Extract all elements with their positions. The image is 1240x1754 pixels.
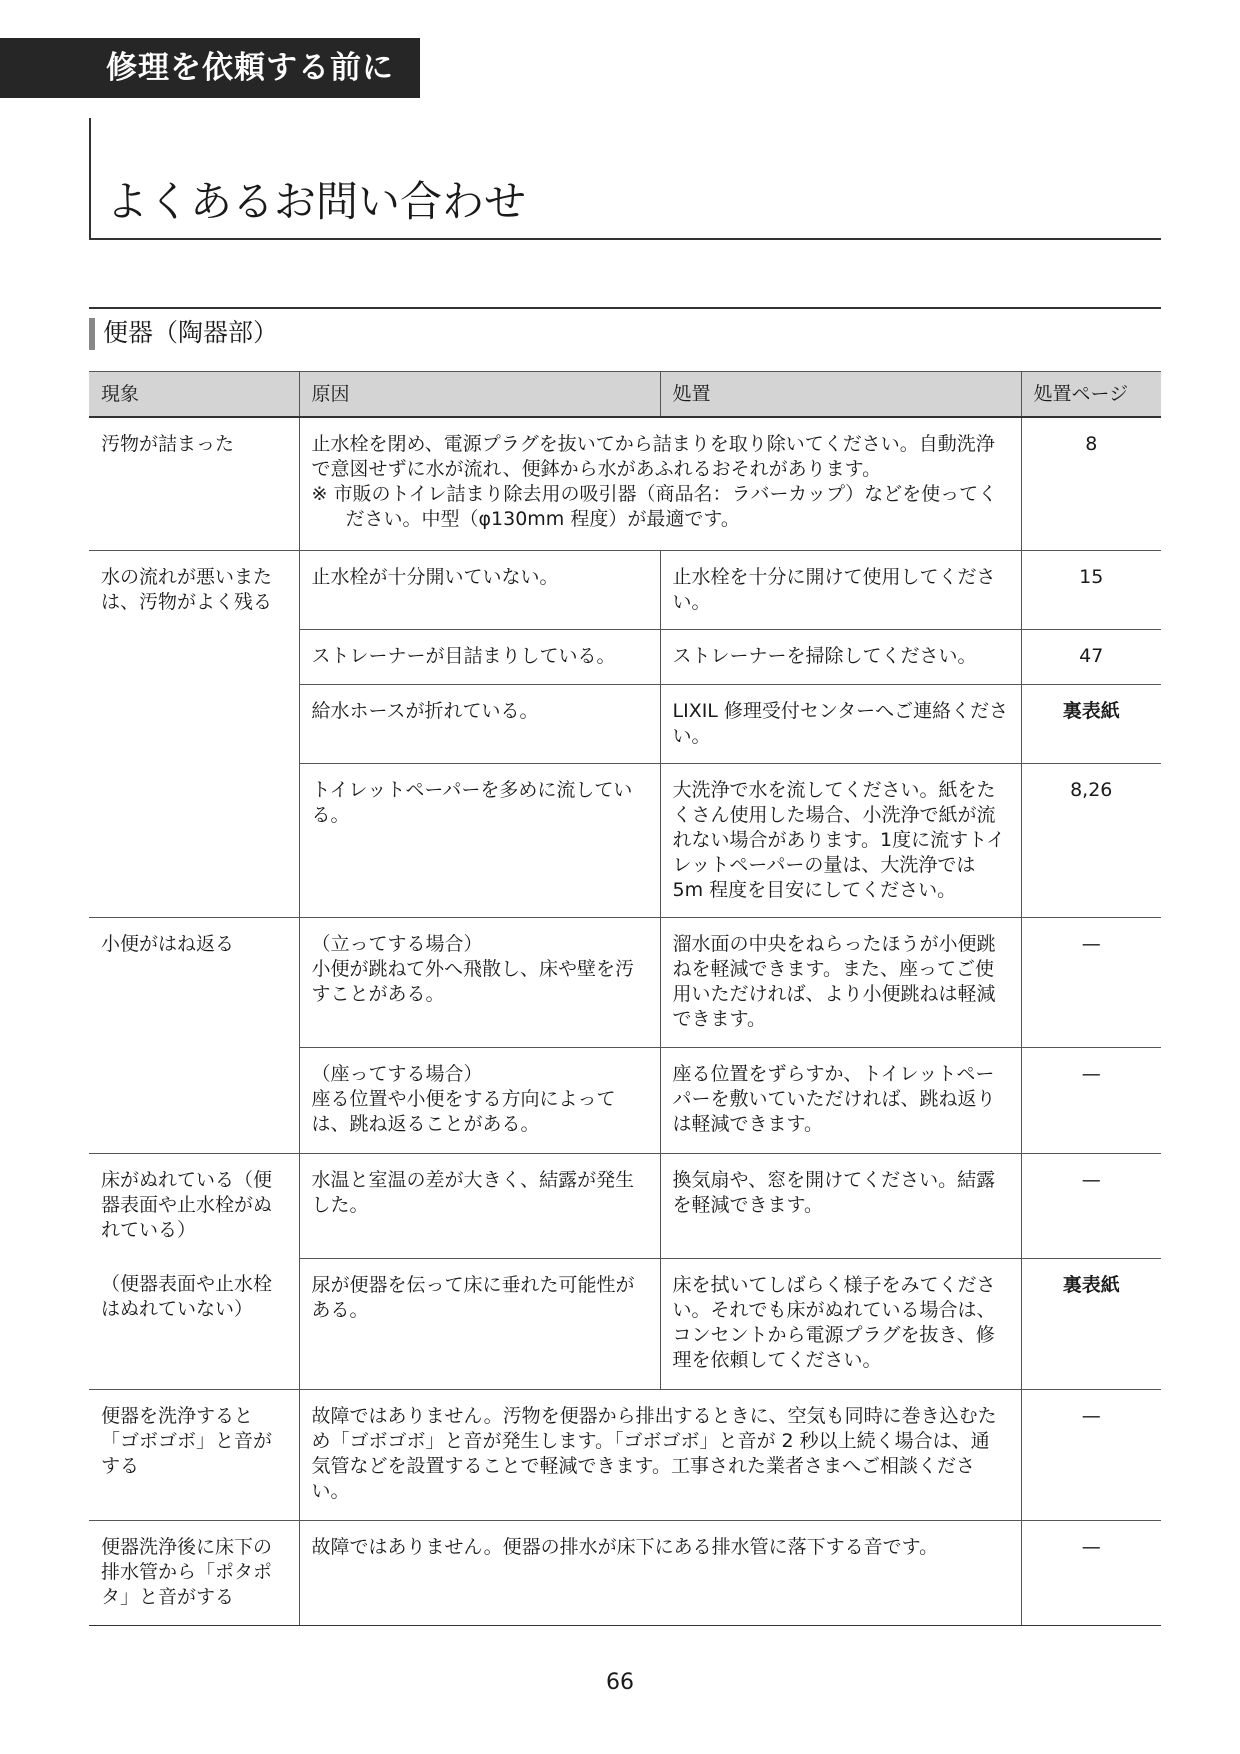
cause-cell: ストレーナーが目詰まりしている。 (299, 629, 660, 684)
table-row (89, 1258, 1161, 1389)
symptom-cell: 便器洗浄後に床下の排水管から「ポタポタ」と音がする (89, 1520, 299, 1625)
section-rule (89, 307, 1161, 309)
page-cell: — (1021, 1153, 1161, 1258)
cause-heading: （立ってする場合） (311, 932, 483, 955)
header-action: 処置 (660, 372, 1021, 418)
title-rule-vertical (89, 118, 91, 240)
cause-cell: トイレットペーパーを多めに流している。 (299, 763, 660, 917)
page-cell: 8,26 (1021, 763, 1161, 917)
cause-cell (299, 1047, 660, 1153)
section-marker (89, 318, 95, 350)
page-cell: — (1021, 1047, 1161, 1153)
table-row (89, 1153, 1161, 1258)
page-cell: — (1021, 1520, 1161, 1625)
symptom-cell: 汚物が詰まった (89, 417, 299, 550)
action-cell: 止水栓を十分に開けて使用してください。 (660, 550, 1021, 629)
page-cell: 47 (1021, 629, 1161, 684)
cause-text: 座る位置や小便をする方向によっては、跳ね返ることがある。 (311, 1087, 616, 1135)
symptom-cell: 小便がはね返る (89, 917, 299, 1153)
page-title: よくあるお問い合わせ (106, 177, 527, 226)
note-text: ※ 市販のトイレ詰まり除去用の吸引器（商品名：ラバーカップ）などを使ってください。中型（φ130mm 程度）が最適です。 (311, 483, 998, 530)
header-symptom: 現象 (89, 372, 299, 418)
symptom-cell: 床がぬれている（便器表面や止水栓がぬれている） (89, 1153, 299, 1258)
cause-cell: 止水栓が十分開いていない。 (299, 550, 660, 629)
symptom-cell: 水の流れが悪いまたは、汚物がよく残る (89, 550, 299, 917)
cause-cell: 尿が便器を伝って床に垂れた可能性がある。 (299, 1258, 660, 1389)
faq-table (89, 371, 1161, 1626)
page-cell: 15 (1021, 550, 1161, 629)
header-cause: 原因 (299, 372, 660, 418)
page-cell: — (1021, 917, 1161, 1047)
action-cell: 大洗浄で水を流してください。紙をたくさん使用した場合、小洗浄で紙が流れない場合があります。1度に流すトイレットペーパーの量は、大洗浄では 5m 程度を目安にしてください。 (660, 763, 1021, 917)
action-cell: LIXIL 修理受付センターへご連絡ください。 (660, 684, 1021, 763)
page-cell: — (1021, 1389, 1161, 1520)
merged-cell: 故障ではありません。汚物を便器から排出するときに、空気も同時に巻き込むため「ゴボゴボ」と音が発生します。「ゴボゴボ」と音が 2 秒以上続く場合は、通気管などを設置することで軽減できます。工事された業者さまへご相談ください。 (299, 1389, 1021, 1520)
page-cell: 裏表紙 (1021, 684, 1161, 763)
table-row (89, 917, 1161, 1047)
cause-text: 小便が跳ねて外へ飛散し、床や壁を汚すことがある。 (311, 957, 635, 1005)
table-row (89, 550, 1161, 629)
table-row (89, 417, 1161, 550)
page-number: 66 (606, 1670, 634, 1695)
table-header-row (89, 372, 1161, 418)
action-cell: ストレーナーを掃除してください。 (660, 629, 1021, 684)
cause-cell: 給水ホースが折れている。 (299, 684, 660, 763)
merged-cell (299, 417, 1021, 550)
action-cell: 換気扇や、窓を開けてください。結露を軽減できます。 (660, 1153, 1021, 1258)
table-row (89, 1389, 1161, 1520)
action-cell: 床を拭いてしばらく様子をみてください。それでも床がぬれている場合は、コンセントから電源プラグを抜き、修理を依頼してください。 (660, 1258, 1021, 1389)
cause-heading: （座ってする場合） (311, 1062, 483, 1085)
header-page: 処置ページ (1021, 372, 1161, 418)
action-cell: 座る位置をずらすか、トイレットペーパーを敷いていただければ、跳ね返りは軽減できます。 (660, 1047, 1021, 1153)
merged-cell: 故障ではありません。便器の排水が床下にある排水管に落下する音です。 (299, 1520, 1021, 1625)
symptom-cell: 便器を洗浄すると「ゴボゴボ」と音がする (89, 1389, 299, 1520)
cause-cell: 水温と室温の差が大きく、結露が発生した。 (299, 1153, 660, 1258)
symptom-cell: （便器表面や止水栓はぬれていない） (89, 1258, 299, 1389)
table-row (89, 1520, 1161, 1625)
page-cell: 8 (1021, 417, 1161, 550)
title-rule-horizontal (89, 238, 1161, 240)
cause-cell (299, 917, 660, 1047)
page-cell: 裏表紙 (1021, 1258, 1161, 1389)
section-title: 便器（陶器部） (103, 318, 279, 347)
action-cell: 溜水面の中央をねらったほうが小便跳ねを軽減できます。また、座ってご使用いただければ、より小便跳ねは軽減できます。 (660, 917, 1021, 1047)
chapter-banner: 修理を依頼する前に (0, 38, 420, 98)
merged-text: 止水栓を閉め、電源プラグを抜いてから詰まりを取り除いてください。自動洗浄で意図せずに水が流れ、便鉢から水があふれるおそれがあります。 (311, 433, 995, 480)
